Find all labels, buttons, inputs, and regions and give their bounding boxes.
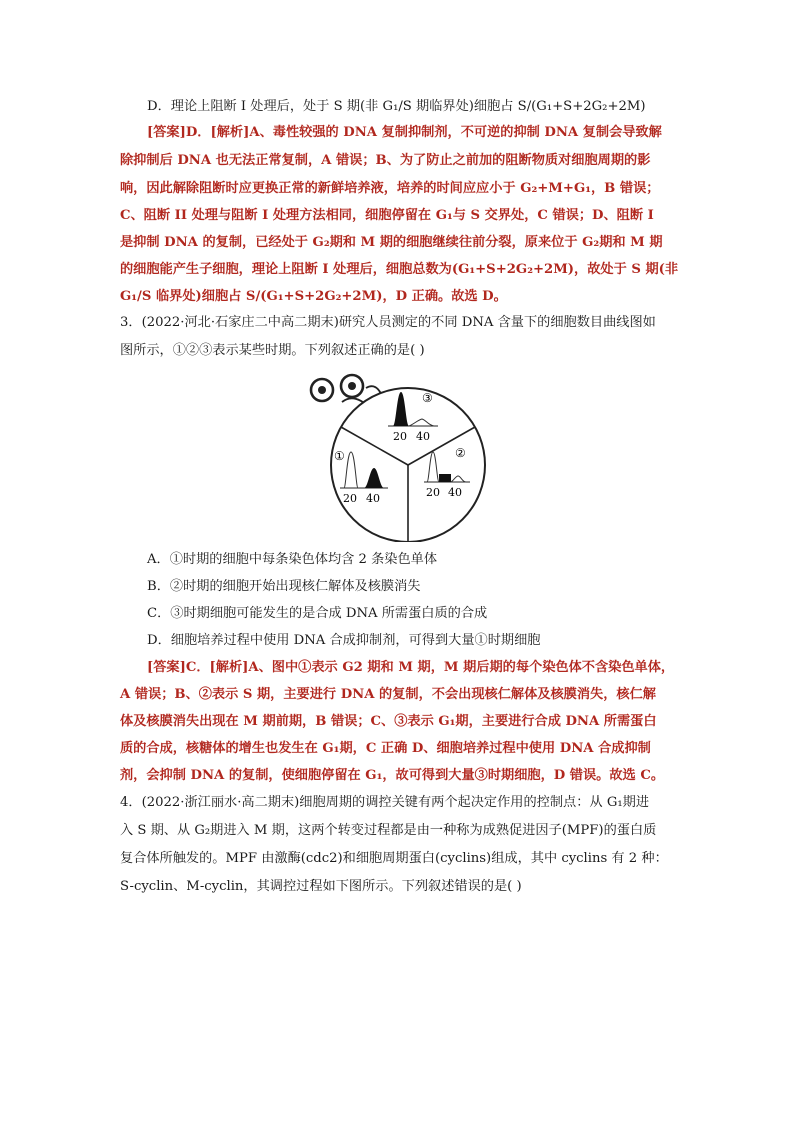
cell-cycle-diagram bbox=[300, 372, 500, 542]
q3-answer-line: A 错误；B、②表示 S 期，主要进行 DNA 的复制，不会出现核仁解体及核膜消失，核仁解 bbox=[120, 687, 656, 702]
q2-answer-line: 是抑制 DNA 的复制，已经处于 G₂期和 M 期的细胞继续往前分裂，原来位于 G₂期和 M 期 bbox=[120, 235, 663, 250]
q2-answer-line: 除抑制后 DNA 也无法正常复制，A 错误；B、为了防止之前加的阻断物质对细胞周期的影 bbox=[120, 153, 651, 168]
label-3: ③ bbox=[422, 391, 433, 405]
pupil-right bbox=[348, 382, 356, 390]
tick-40: 40 bbox=[448, 486, 462, 499]
q4-stem-line: S-cyclin、M-cyclin，其调控过程如下图所示。下列叙述错误的是( ) bbox=[120, 879, 522, 894]
label-1: ① bbox=[334, 449, 345, 463]
q4-stem-line: 4．(2022·浙江丽水·高二期末)细胞周期的调控关键有两个起决定作用的控制点：从 G₁期进 bbox=[120, 795, 650, 810]
q3-answer-line: [答案]C．[解析]A、图中①表示 G2 期和 M 期，M 期后期的每个染色体不含染色单体， bbox=[147, 660, 675, 675]
q3-option-d: D．细胞培养过程中使用 DNA 合成抑制剂，可得到大量①时期细胞 bbox=[147, 633, 541, 648]
tick-20: 20 bbox=[343, 492, 357, 505]
tick-20: 20 bbox=[426, 486, 440, 499]
cell-cycle-figure bbox=[300, 372, 500, 542]
q2-answer-line: 的细胞能产生子细胞，理论上阻断 I 处理后，细胞总数为(G₁+S+2G₂+2M)，故处于 S 期(非 bbox=[120, 262, 679, 277]
label-2: ② bbox=[455, 446, 466, 460]
tick-20: 20 bbox=[393, 430, 407, 443]
q3-stem-line: 图所示，①②③表示某些时期。下列叙述正确的是( ) bbox=[120, 343, 425, 358]
q2-answer-line: [答案]D．[解析]A、毒性较强的 DNA 复制抑制剂，不可逆的抑制 DNA 复制会导致解 bbox=[147, 125, 662, 140]
q3-answer-line: 体及核膜消失出现在 M 期前期，B 错误；C、③表示 G₁期，主要进行合成 DNA 所需蛋白 bbox=[120, 714, 657, 729]
q4-stem-line: 复合体所触发的。MPF 由激酶(cdc2)和细胞周期蛋白(cyclins)组成，其中 cyclins 有 2 种： bbox=[120, 851, 668, 866]
tick-40: 40 bbox=[416, 430, 430, 443]
q3-answer-line: 质的合成，核糖体的增生也发生在 G₁期，C 正确 D、细胞培养过程中使用 DNA 合成抑制 bbox=[120, 741, 651, 756]
tick-40: 40 bbox=[366, 492, 380, 505]
pupil-left bbox=[318, 386, 326, 394]
q2-answer-line: 响，因此解除阻断时应更换正常的新鲜培养液，培养的时间应应小于 G₂+M+G₁，B 错误； bbox=[120, 181, 660, 196]
q3-option-b: B．②时期的细胞开始出现核仁解体及核膜消失 bbox=[147, 579, 421, 594]
q2-answer-line: G₁/S 临界处)细胞占 S/(G₁+S+2G₂+2M)，D 正确。故选 D。 bbox=[120, 289, 507, 304]
q3-option-c: C．③时期细胞可能发生的是合成 DNA 所需蛋白质的合成 bbox=[147, 606, 488, 621]
histogram-2-bar bbox=[439, 474, 451, 482]
q3-answer-line: 剂，会抑制 DNA 的复制，使细胞停留在 G₁，故可得到大量③时期细胞，D 错误。故选 C。 bbox=[120, 768, 665, 783]
q4-stem-line: 入 S 期、从 G₂期进入 M 期，这两个转变过程都是由一种称为成熟促进因子(MPF)的蛋白质 bbox=[120, 823, 657, 838]
q2-option-d: D．理论上阻断 I 处理后，处于 S 期(非 G₁/S 期临界处)细胞占 S/(G₁+S+2G₂+2M) bbox=[147, 99, 646, 114]
q3-option-a: A．①时期的细胞中每条染色体均含 2 条染色单体 bbox=[147, 552, 438, 567]
q3-stem-line: 3．(2022·河北·石家庄二中高二期末)研究人员测定的不同 DNA 含量下的细胞数目曲线图如 bbox=[120, 315, 656, 330]
q2-answer-line: C、阻断 II 处理与阻断 I 处理方法相同，细胞停留在 G₁与 S 交界处，C 错误；D、阻断 I bbox=[120, 208, 654, 223]
